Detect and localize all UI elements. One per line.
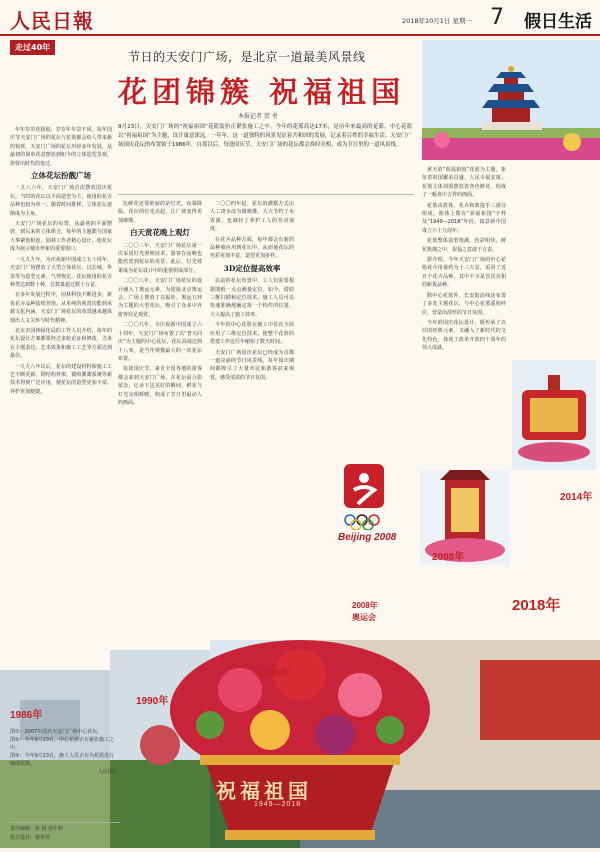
mid-subhead: 白天赏花晚上观灯 — [130, 228, 190, 238]
left-p2: 天安门广场花坛的布置，从最初的平面摆放，到后来的立体组合，每年的主题都与国家大事紧密相连。园林工作者精心设计，使花坛成为展示城市形象的重要窗口。 — [10, 221, 112, 253]
left-p4: 在多年发展过程中，园林科技不断进步，新优花卉品种陆续登场。从单纯的观赏功能到承载文化内涵，天安门广场花坛的布置越来越体现出人文关怀与时代精神。 — [10, 292, 112, 324]
rmid-p1: 二〇〇四年起，花坛的灌溉方式由人工浇水改为微喷灌，大大节约了水资源，也减轻了养护工人的劳动强度。 — [210, 201, 294, 233]
rmid-subhead: 3D定位提高效率 — [223, 263, 281, 273]
caption-1: 图①：2007年国庆天安门广场中心花坛。 — [10, 729, 103, 735]
year-label-1986: 1986年 — [10, 710, 43, 721]
basket-years: 1949—2018 — [254, 801, 302, 808]
article-headline: 花团锦簇 祝福祖国 — [118, 75, 406, 109]
article-subtitle: 节日的天安门广场，是北京一道最美风景线 — [128, 50, 366, 64]
right-p2: 花篮由篮体、花卉和篮提手三部分组成，篮体上饰有“祝福祖国”字样及“1949—2018”年份，寓意新中国成立六十九周年。 — [422, 202, 506, 234]
byline: 本报记者 贺 勇 — [238, 113, 278, 120]
left-subhead: 立体花坛扮靓广场 — [31, 171, 91, 181]
photo-captions — [10, 728, 118, 776]
right-p4: 据介绍，今年天安门广场的中心花篮花卉用量约为十三万盆，采用了近百个花卉品种，其中不少是首次亮相的新优品种。 — [422, 257, 506, 289]
divider — [118, 194, 414, 195]
middle-column — [118, 200, 202, 630]
rmid-p2: 在花卉品种方面，每年都会有新的品种被应用到花坛中，从而使花坛的色彩更加丰富，造型更加多样。 — [210, 236, 294, 260]
left-column — [10, 126, 112, 724]
left-p1: 一九八六年，天安门广场首次摆放国庆花坛。当时的花坛以平面造型为主，使用的花卉品种也较为单一。随着时间推移，立体花坛逐渐成为主角。 — [10, 185, 112, 217]
mid-p1: 比鲜花还要艳丽的是灯光。夜幕降临，花坛的灯光亮起，让广场变得更加璀璨。 — [118, 201, 202, 224]
newspaper-logo: 人民日報 — [10, 9, 94, 33]
mid-p4: 二〇〇九年，为庆祝新中国成立六十周年，天安门广场布置了以“普天同庆”为主题的中心花坛，花坛高度达到十八米，是当年规模最大的一次花坛布置。 — [118, 322, 202, 362]
right-p6: 今年的国庆花坛设计，既传承了以往的经典元素，又融入了新时代的文化特色，体现了改革开放四十周年的伟大成就。 — [422, 319, 506, 352]
caption-2: 图②：今年9月23日，中心花篮正在紧张施工之中。 — [10, 737, 115, 751]
column-tag: 走过40年 — [10, 40, 55, 55]
right-middle-column — [210, 200, 294, 630]
mid-p5: 每逢国庆节，来自全国各地的游客都会来到天安门广场，在花坛前合影留念，记录下这美好的瞬间。鲜花与灯光交相辉映，构成了节日里最动人的画面。 — [118, 366, 202, 406]
left-p5: 北京市园林绿化局的工作人员介绍，每年的花坛设计方案都要经过多轮论证和修改，力求在主题表达、艺术效果和施工工艺等方面达到最佳。 — [10, 327, 112, 360]
olympic-emblem — [332, 460, 402, 530]
section-title: 假日生活 — [524, 12, 592, 32]
rmid-p3: 以前的花坛布置中，工人们需要根据图纸一点点测量定位。如今，借助三维扫描和定位技术，施工人员可以快速准确地确定每一个构件的位置，大大提高了施工效率。 — [210, 278, 294, 318]
temple-of-heaven-photo — [422, 40, 600, 160]
masthead — [0, 0, 600, 36]
article-intro: 9月23日，天安门广场的“祝福祖国”花篮装扮正紧张施工之中。今年的花篮高达17米，是历年来最高的花篮。中心花篮以“祝福祖国”为主题，设计寓意深远。一年年，这一道独特的风景见证着共和国的发展，记录着百姓的幸福生活。天安门广场国庆花坛的布置始于1986年，自那以后，每逢国庆节，天安门广场的花坛都会准时亮相，成为节日里的一道风景线。 — [118, 124, 412, 148]
year-label-1998: 1998年 — [258, 668, 291, 679]
year-label-2014: 2014年 — [560, 492, 593, 503]
right-column — [422, 166, 506, 466]
year-label-2018: 2018年 — [512, 597, 561, 614]
left-p6: 一九九八年以后，花坛的建设材料和施工工艺不断更新，钢结构骨架、微喷灌溉系统等新技术得到广泛应用，使花坛的造型更加丰富、养护更加便捷。 — [10, 363, 112, 395]
issue-date: 2018年10月1日 星期一 — [401, 17, 472, 25]
rmid-p5: 天安门广场国庆花坛已经成为首都一道亮丽的节日风景线，每年国庆期间都吸引了大量市民和游客前来观赏，感受浓浓的节日氛围。 — [210, 349, 294, 381]
editor-credits — [10, 822, 120, 843]
mid-p3: 二〇〇八年，天安门广场花坛的设计融入了奥运元素，为迎接北京奥运会，广场上摆放了以福娃、奥运五环为主题的大型花坛，吸引了众多中外游客驻足观赏。 — [118, 278, 202, 318]
mid-p2: 二〇〇三年，天安门广场花坛第一次采用灯光照明技术，游客在夜晚也能欣赏到花坛的美景。此后，灯光效果成为花坛设计中的重要组成部分。 — [118, 242, 202, 274]
basket-inscription: 祝福祖国 — [216, 779, 312, 803]
editor-line: 责任编辑：张 扬 唐中科 — [10, 826, 64, 832]
left-lead: 年年岁岁花相似，岁岁年年景不同。每年国庆节天安门广场的花坛与花篮都会给人带来新的惊喜。天安门广场的花坛历经多年发展，从最初的简单花盆摆放到如今的立体造型景观，折射出时代的变迁。 — [10, 127, 112, 167]
designer-line: 版式设计：蔡华伟 — [10, 835, 51, 841]
year-label-2008: 2008年 — [432, 552, 465, 563]
lantern-flower-display-2014 — [512, 360, 596, 470]
right-p5: 除中心花篮外，长安街沿线还布置了多处主题花坛，与中心花篮遥相呼应，营造出浓厚的节日氛围。 — [422, 292, 506, 316]
left-p3: 一九九九年，为庆祝新中国成立五十周年，天安门广场摆放了大型立体花坛，以长城、华表等为造型元素，气势恢宏。花坛使用的花卉种类达到数十种，总数量超过数十万盆。 — [10, 256, 112, 288]
year-label-1990: 1990年 — [136, 696, 169, 707]
right-p1: 黄天的“祝福祖国”花篮为主题，象征着祖国繁荣昌盛、人民幸福安康。花篮主体周围摆放着各色鲜花，构成了一幅喜庆吉祥的画面。 — [422, 167, 506, 199]
year-label-olympics: 2008年 奥运会 — [352, 601, 378, 622]
caption-3: 图③：今年9月23日，施工人员正在为花篮进行细部装饰。 — [10, 753, 115, 767]
right-p3: 花篮整体造型饱满，色彩明快，鲜花簇拥之中，祝福之意溢于言表。 — [422, 238, 506, 253]
photo-credit: 人民图片 — [97, 769, 118, 775]
page-number: 7 — [490, 5, 504, 30]
rmid-p4: 今年的中心花篮在施工中首次全面应用了三维定位技术，使整个花篮的搭建工作比往年缩短了数天时间。 — [210, 322, 294, 346]
beijing-2008-label: Beijing 2008 — [338, 532, 397, 543]
